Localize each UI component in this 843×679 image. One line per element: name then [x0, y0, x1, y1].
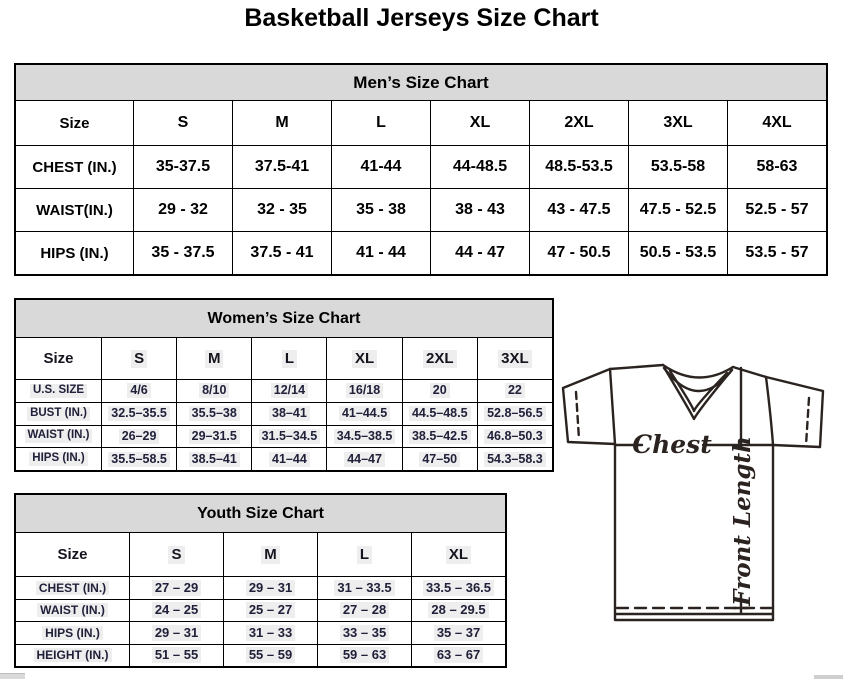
col-header: S: [134, 101, 232, 145]
size-value-cell: 22: [478, 380, 552, 402]
col-header: M: [233, 101, 331, 145]
jersey-right-shoulder: [733, 367, 766, 377]
size-value-cell: 24 – 25: [130, 600, 223, 622]
col-header: L: [318, 533, 411, 576]
youth-table-title: Youth Size Chart: [16, 495, 505, 533]
size-value-cell: 35 - 37.5: [134, 232, 232, 274]
col-header: XL: [327, 338, 401, 379]
col-header: 3XL: [629, 101, 727, 145]
size-value-cell: 26–29: [102, 426, 176, 448]
size-value-cell: 8/10: [177, 380, 251, 402]
size-value-cell: 31 – 33.5: [318, 577, 411, 599]
row-label: WAIST (IN.): [16, 600, 129, 622]
size-value-cell: 52.8–56.5: [478, 403, 552, 425]
mens-size-chart-table: [14, 63, 828, 276]
womens-table-title: Women’s Size Chart: [16, 300, 552, 338]
jersey-left-seam: [610, 369, 615, 444]
scrollbar-fragment-right[interactable]: [814, 675, 843, 679]
size-value-cell: 32.5–35.5: [102, 403, 176, 425]
size-value-cell: 53.5-58: [629, 146, 727, 188]
col-header: XL: [431, 101, 529, 145]
size-value-cell: 47–50: [403, 448, 477, 470]
size-value-cell: 31 – 33: [224, 622, 317, 644]
size-value-cell: 35.5–38: [177, 403, 251, 425]
size-value-cell: 28 – 29.5: [412, 600, 505, 622]
size-value-cell: 59 – 63: [318, 645, 411, 667]
size-value-cell: 29–31.5: [177, 426, 251, 448]
size-value-cell: 35 – 37: [412, 622, 505, 644]
scrollbar-fragment-left[interactable]: [0, 673, 25, 679]
size-value-cell: 41–44: [252, 448, 326, 470]
size-value-cell: 51 – 55: [130, 645, 223, 667]
jersey-right-sleeve: [766, 377, 823, 447]
size-value-cell: 48.5-53.5: [530, 146, 628, 188]
size-value-cell: 35.5–58.5: [102, 448, 176, 470]
size-value-cell: 63 – 67: [412, 645, 505, 667]
row-label: HEIGHT (IN.): [16, 645, 129, 667]
col-header: L: [252, 338, 326, 379]
row-label: WAIST (IN.): [16, 426, 101, 448]
size-value-cell: 27 – 29: [130, 577, 223, 599]
front-length-label: Front Length: [729, 436, 756, 606]
col-header: Size: [16, 533, 129, 576]
col-header: 2XL: [530, 101, 628, 145]
size-value-cell: 4/6: [102, 380, 176, 402]
size-value-cell: 46.8–50.3: [478, 426, 552, 448]
left-sleeve-dashed-mark: [576, 392, 579, 439]
right-sleeve-dashed-mark: [806, 398, 809, 445]
size-value-cell: 44.5–48.5: [403, 403, 477, 425]
size-value-cell: 38–41: [252, 403, 326, 425]
chest-label: Chest: [632, 430, 712, 459]
col-header: 3XL: [478, 338, 552, 379]
size-value-cell: 38.5–41: [177, 448, 251, 470]
jersey-right-seam: [766, 377, 773, 445]
size-value-cell: 53.5 - 57: [728, 232, 826, 274]
size-value-cell: 41-44: [332, 146, 430, 188]
size-value-cell: 33.5 – 36.5: [412, 577, 505, 599]
size-value-cell: 58-63: [728, 146, 826, 188]
row-label: BUST (IN.): [16, 403, 101, 425]
mens-table-grid: [16, 101, 826, 274]
size-value-cell: 25 – 27: [224, 600, 317, 622]
womens-table-grid: [16, 338, 552, 470]
row-label: U.S. SIZE: [16, 380, 101, 402]
size-value-cell: 55 – 59: [224, 645, 317, 667]
size-value-cell: 35-37.5: [134, 146, 232, 188]
jersey-left-sleeve: [563, 369, 615, 444]
row-label: CHEST (IN.): [16, 577, 129, 599]
size-value-cell: 29 - 32: [134, 189, 232, 231]
row-label: HIPS (IN.): [16, 622, 129, 644]
jersey-left-shoulder: [610, 365, 663, 369]
size-value-cell: 29 – 31: [224, 577, 317, 599]
col-header: Size: [16, 101, 133, 145]
col-header: M: [224, 533, 317, 576]
size-value-cell: 16/18: [327, 380, 401, 402]
col-header: 2XL: [403, 338, 477, 379]
col-header: XL: [412, 533, 505, 576]
womens-size-chart-table: [14, 298, 554, 472]
col-header: Size: [16, 338, 101, 379]
youth-table-grid: [16, 533, 505, 666]
size-value-cell: 34.5–38.5: [327, 426, 401, 448]
size-value-cell: 44–47: [327, 448, 401, 470]
row-label: HIPS (IN.): [16, 448, 101, 470]
size-value-cell: 52.5 - 57: [728, 189, 826, 231]
col-header: M: [177, 338, 251, 379]
size-value-cell: 47 - 50.5: [530, 232, 628, 274]
size-value-cell: 35 - 38: [332, 189, 430, 231]
size-value-cell: 20: [403, 380, 477, 402]
mens-table-title: Men’s Size Chart: [16, 65, 826, 101]
page-title: Basketball Jerseys Size Chart: [244, 4, 599, 32]
size-value-cell: 50.5 - 53.5: [629, 232, 727, 274]
size-value-cell: 38 - 43: [431, 189, 529, 231]
size-value-cell: 12/14: [252, 380, 326, 402]
col-header: S: [130, 533, 223, 576]
row-label: CHEST (IN.): [16, 146, 133, 188]
size-value-cell: 27 – 28: [318, 600, 411, 622]
jersey-measurement-diagram: [551, 355, 843, 655]
row-label: WAIST(IN.): [16, 189, 133, 231]
size-value-cell: 38.5–42.5: [403, 426, 477, 448]
size-value-cell: 37.5 - 41: [233, 232, 331, 274]
size-value-cell: 32 - 35: [233, 189, 331, 231]
size-value-cell: 44-48.5: [431, 146, 529, 188]
size-value-cell: 47.5 - 52.5: [629, 189, 727, 231]
col-header: 4XL: [728, 101, 826, 145]
size-value-cell: 54.3–58.3: [478, 448, 552, 470]
col-header: L: [332, 101, 430, 145]
size-value-cell: 31.5–34.5: [252, 426, 326, 448]
row-label: HIPS (IN.): [16, 232, 133, 274]
col-header: S: [102, 338, 176, 379]
size-value-cell: 43 - 47.5: [530, 189, 628, 231]
size-value-cell: 37.5-41: [233, 146, 331, 188]
size-value-cell: 33 – 35: [318, 622, 411, 644]
youth-size-chart-table: [14, 493, 507, 668]
size-value-cell: 41–44.5: [327, 403, 401, 425]
size-value-cell: 44 - 47: [431, 232, 529, 274]
size-value-cell: 41 - 44: [332, 232, 430, 274]
size-value-cell: 29 – 31: [130, 622, 223, 644]
